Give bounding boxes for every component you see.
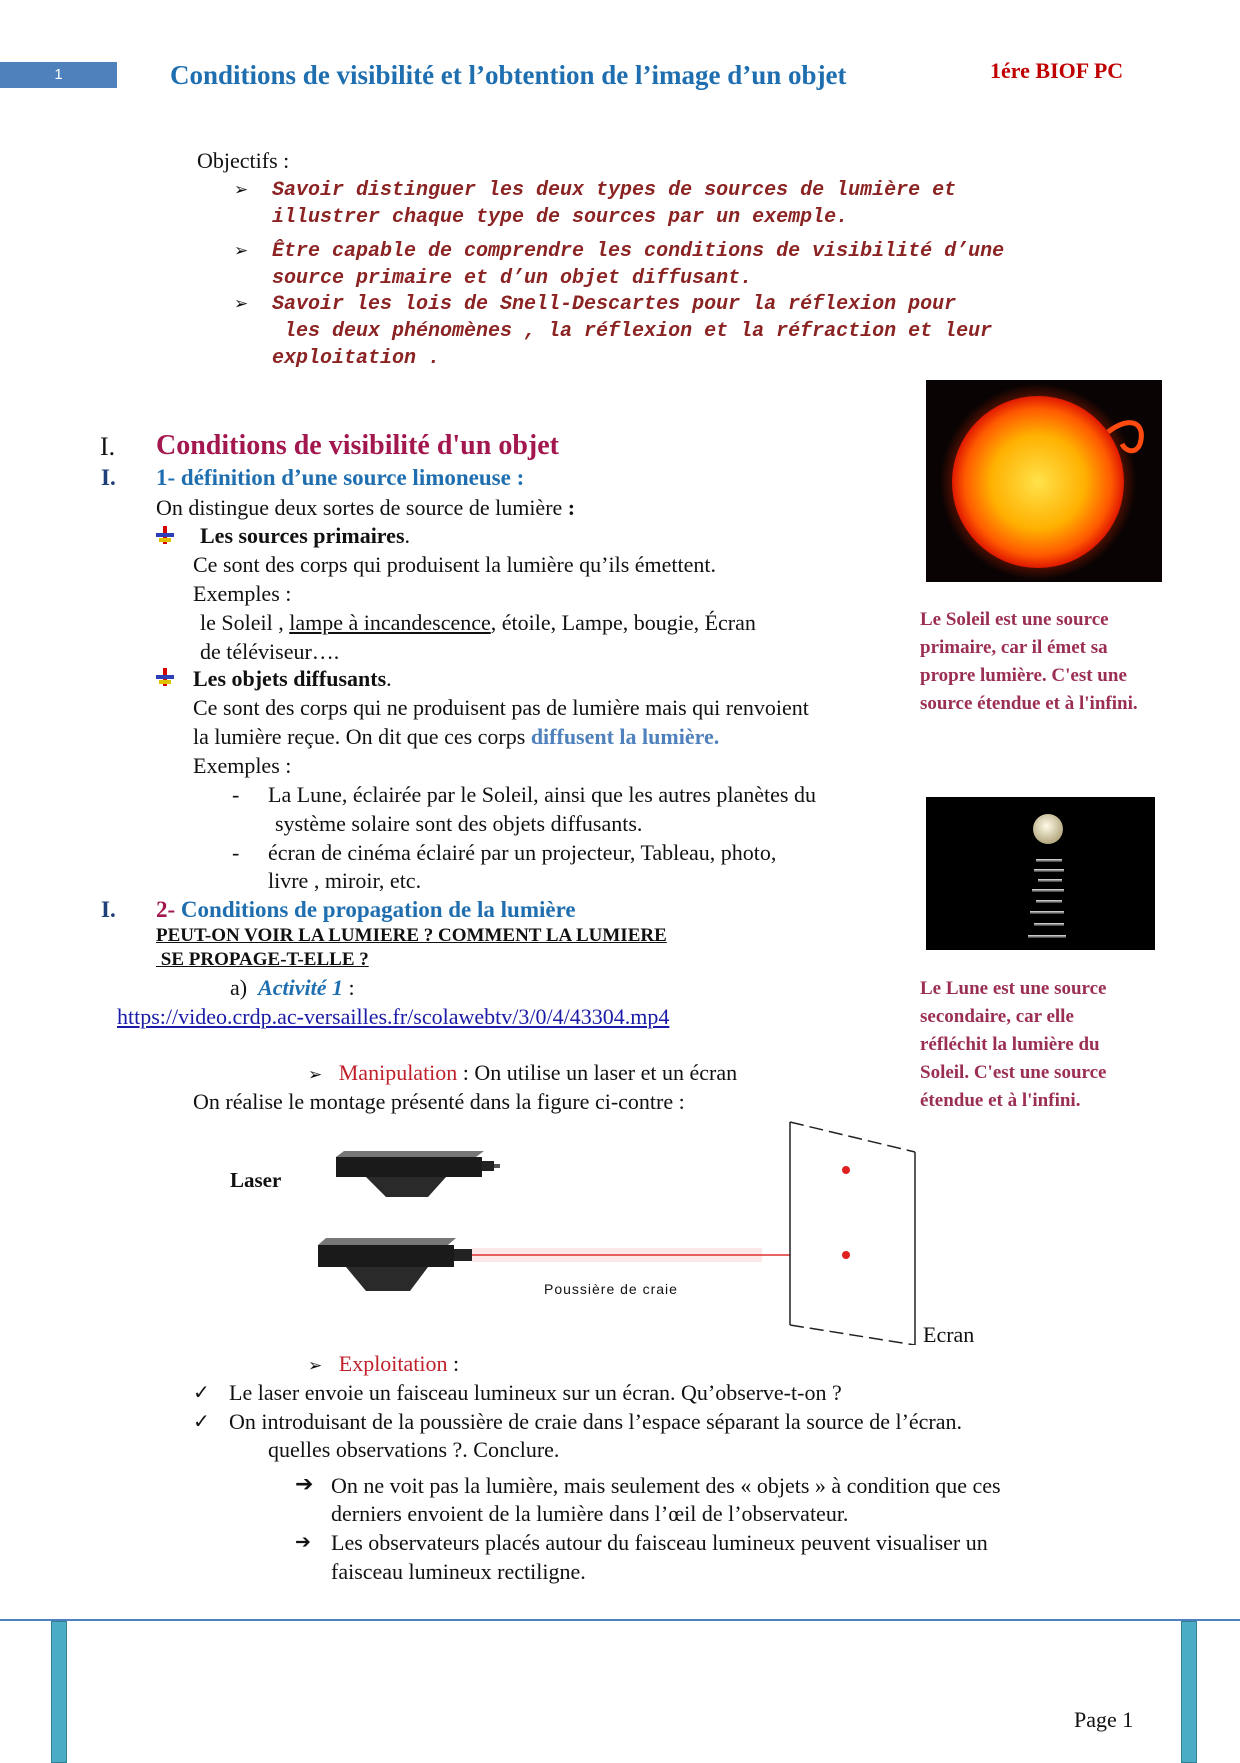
question-caps-cont: SE PROPAGE-T-ELLE ?: [156, 949, 369, 970]
caption-line: réfléchit la lumière du: [920, 1034, 1100, 1055]
caption-line: source étendue et à l'infini.: [920, 693, 1138, 714]
setup-text: On réalise le montage présenté dans la figure ci-contre :: [193, 1089, 685, 1114]
subsection-number: 2-: [156, 897, 181, 922]
label-period: .: [404, 523, 410, 548]
subsection-title: 1- définition d’une source limoneuse :: [156, 465, 525, 490]
activity-label: Activité 1: [258, 975, 344, 1000]
activity-heading: [230, 973, 355, 1002]
caption-line: étendue et à l'infini.: [920, 1090, 1081, 1111]
activity-video-link[interactable]: https://video.crdp.ac-versailles.fr/scolawebtv/3/0/4/43304.mp4: [117, 1004, 670, 1029]
manipulation-line: [308, 1058, 737, 1090]
screen-label: Ecran: [923, 1322, 975, 1347]
conclusion-text: On ne voit pas la lumière, mais seulement des « objets » à condition que ces: [331, 1473, 1001, 1498]
arrow-right-icon: ➔: [295, 1472, 314, 1497]
objective-item: [234, 238, 1134, 292]
exploitation-question: Le laser envoie un faisceau lumineux sur un écran. Qu’observe-t-on ?: [229, 1380, 842, 1405]
objective-item: [234, 177, 1134, 231]
laser-label: Laser: [230, 1168, 282, 1192]
label-period: .: [386, 666, 392, 691]
moon-illustration: [926, 797, 1155, 950]
objective-line: les deux phénomènes , la réflexion et la réfraction et leur: [272, 320, 993, 343]
conclusion-text: Les observateurs placés autour du faisceau lumineux peuvent visualiser un: [331, 1530, 988, 1555]
moon-caption: [920, 975, 1170, 1115]
activity-prefix: a): [230, 975, 248, 1000]
moon-photo: [926, 797, 1155, 950]
exploitation-heading: [308, 1349, 459, 1381]
example-underlined: lampe à incandescence: [289, 610, 491, 635]
caption-line: Soleil. C'est une source: [920, 1062, 1107, 1083]
manipulation-label: Manipulation: [338, 1060, 458, 1085]
class-label: 1ére BIOF PC: [990, 58, 1124, 83]
chalk-dust-label: Poussière de craie: [544, 1281, 678, 1297]
subsection-numeral: I.: [101, 897, 116, 922]
caption-line: propre lumière. C'est une: [920, 665, 1127, 686]
diffusing-example-cont: livre , miroir, etc.: [268, 868, 422, 893]
example-text: , étoile, Lampe, bougie, Écran: [490, 610, 756, 635]
section-numeral: I.: [100, 432, 116, 461]
laser-setup-figure: [310, 1115, 930, 1345]
intro-colon: :: [567, 495, 576, 520]
subsection-numeral: I.: [101, 465, 116, 490]
light-spot: [842, 1251, 850, 1259]
diffusing-desc-text: la lumière reçue. On dit que ces corps: [193, 724, 531, 749]
list-bullet-icon: [156, 668, 174, 686]
intro-text: [156, 493, 575, 522]
diffusing-objects-label: [193, 664, 392, 693]
diffusing-example-cont: système solaire sont des objets diffusants.: [275, 811, 643, 836]
exploitation-label: Exploitation: [338, 1351, 448, 1376]
sun-caption: [920, 606, 1170, 718]
diffusing-objects-label-text: Les objets diffusants: [193, 666, 387, 691]
manipulation-text: : On utilise un laser et un écran: [457, 1060, 738, 1085]
page-number: Page 1: [1074, 1707, 1134, 1732]
diffusing-example: écran de cinéma éclairé par un projecteur, Tableau, photo,: [268, 840, 777, 865]
caption-line: Le Soleil est une source: [920, 609, 1109, 630]
laser-icon: [318, 1238, 472, 1291]
exploitation-question-cont: quelles observations ?. Conclure.: [268, 1437, 560, 1462]
check-icon: ✓: [193, 1409, 210, 1433]
section-title: Conditions de visibilité d'un objet: [156, 430, 559, 461]
caption-line: primaire, car il émet sa: [920, 637, 1108, 658]
objective-item: [234, 291, 1134, 372]
objective-line: exploitation .: [272, 347, 441, 370]
activity-colon: :: [343, 975, 355, 1000]
diffusing-examples-label: Exemples :: [193, 753, 292, 778]
list-bullet-icon: [156, 526, 174, 544]
diffusing-example: La Lune, éclairée par le Soleil, ainsi que les autres planètes du: [268, 782, 816, 807]
objective-line: Être capable de comprendre les conditions de visibilité d’une: [272, 240, 1005, 263]
laser-icon: [336, 1151, 500, 1197]
question-caps: PEUT-ON VOIR LA LUMIERE ? COMMENT LA LUMIERE: [156, 925, 667, 946]
arrowhead-bullet-icon: ➢: [234, 180, 249, 200]
diffusing-desc: Ce sont des corps qui ne produisent pas de lumière mais qui renvoient: [193, 695, 809, 720]
caption-line: secondaire, car elle: [920, 1006, 1074, 1027]
footer-rule: [0, 1619, 1240, 1621]
primary-sources-label: [200, 521, 410, 550]
primary-sources-desc: Ce sont des corps qui produisent la lumière qu’ils émettent.: [193, 552, 717, 577]
light-spot: [842, 1166, 850, 1174]
document-title: Conditions de visibilité et l’obtention de l’image d’un objet: [170, 60, 847, 90]
page-number-tab: 1: [0, 62, 117, 88]
diffusing-desc-cont: [193, 722, 719, 751]
primary-examples-label: Exemples :: [193, 581, 292, 606]
objective-line: Savoir les lois de Snell-Descartes pour la réflexion pour: [272, 293, 957, 316]
exploitation-question: On introduisant de la poussière de craie dans l’espace séparant la source de l’écran.: [229, 1409, 963, 1434]
subsection-title-text: Conditions de propagation de la lumière: [180, 897, 576, 922]
objective-line: source primaire et d’un objet diffusant.: [272, 267, 753, 290]
objectives-heading: Objectifs :: [197, 148, 290, 173]
intro-text-body: On distingue deux sortes de source de lumière: [156, 495, 568, 520]
sun-photo: [926, 380, 1162, 582]
screen-icon: [790, 1122, 915, 1345]
conclusion-text-cont: derniers envoient de la lumière dans l’œil de l’observateur.: [331, 1501, 849, 1526]
check-icon: ✓: [193, 1380, 210, 1404]
primary-examples: [200, 608, 756, 637]
example-text: le Soleil ,: [200, 610, 290, 635]
exploitation-colon: :: [447, 1351, 460, 1376]
primary-sources-label-text: Les sources primaires: [200, 523, 405, 548]
dash-bullet: -: [232, 782, 240, 807]
objective-line: Savoir distinguer les deux types de sources de lumière et: [272, 179, 957, 202]
diffusing-emphasis: diffusent la lumière.: [530, 724, 720, 749]
arrowhead-bullet-icon: ➢: [308, 1356, 323, 1376]
conclusion-text-cont: faisceau lumineux rectiligne.: [331, 1559, 586, 1584]
dash-bullet: -: [232, 840, 240, 865]
arrowhead-bullet-icon: ➢: [308, 1065, 323, 1085]
objective-line: illustrer chaque type de sources par un exemple.: [272, 206, 849, 229]
footer-bar-left: [51, 1621, 67, 1763]
arrow-right-icon: ➔: [295, 1531, 311, 1553]
sun-illustration: [926, 380, 1162, 582]
primary-examples-cont: de téléviseur….: [200, 639, 340, 664]
caption-line: Le Lune est une source: [920, 978, 1107, 999]
subsection-title: [156, 897, 576, 923]
footer-bar-right: [1181, 1621, 1197, 1763]
arrowhead-bullet-icon: ➢: [234, 294, 249, 314]
arrowhead-bullet-icon: ➢: [234, 241, 249, 261]
